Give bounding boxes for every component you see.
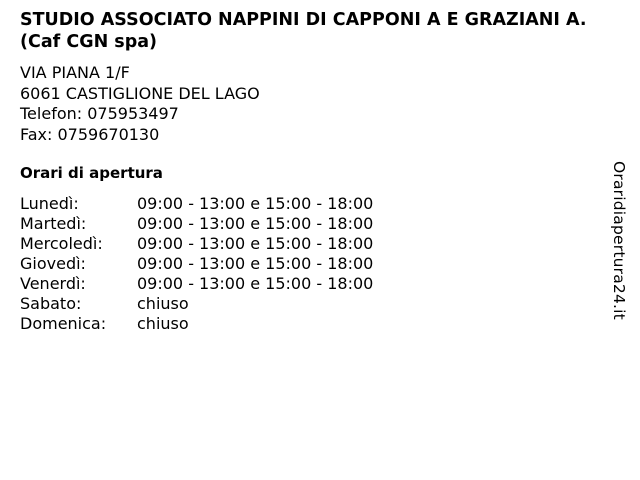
day-label: Giovedì: bbox=[20, 254, 86, 273]
time-value: 09:00 - 13:00 e 15:00 - 18:00 bbox=[137, 194, 374, 213]
time-value: 09:00 - 13:00 e 15:00 - 18:00 bbox=[137, 254, 374, 273]
street-address: VIA PIANA 1/F bbox=[20, 63, 130, 82]
time-value: chiuso bbox=[137, 314, 189, 333]
opening-hours-title: Orari di apertura bbox=[20, 164, 163, 182]
day-label: Venerdì: bbox=[20, 274, 86, 293]
hours-row-sunday bbox=[20, 314, 440, 334]
hours-row-saturday bbox=[20, 294, 440, 314]
hours-row-friday bbox=[20, 274, 440, 294]
phone-number: Telefon: 075953497 bbox=[20, 104, 179, 123]
watermark-text: Oraridiapertura24.it bbox=[610, 160, 628, 320]
site-watermark bbox=[602, 0, 636, 480]
day-label: Sabato: bbox=[20, 294, 82, 313]
fax-number: Fax: 0759670130 bbox=[20, 124, 160, 144]
day-label: Martedì: bbox=[20, 214, 87, 233]
hours-row-tuesday bbox=[20, 214, 440, 234]
hours-row-thursday bbox=[20, 254, 440, 274]
opening-hours-table bbox=[20, 194, 440, 334]
time-value: 09:00 - 13:00 e 15:00 - 18:00 bbox=[137, 234, 374, 253]
day-label: Mercoledì: bbox=[20, 234, 103, 253]
time-value: 09:00 - 13:00 e 15:00 - 18:00 bbox=[137, 214, 374, 233]
day-label: Lunedì: bbox=[20, 194, 79, 213]
hours-row-wednesday bbox=[20, 234, 440, 254]
hours-row-monday bbox=[20, 194, 440, 214]
business-name: STUDIO ASSOCIATO NAPPINI DI CAPPONI A E GRAZIANI A. (Caf CGN spa) bbox=[20, 10, 587, 52]
city-address: 6061 CASTIGLIONE DEL LAGO bbox=[20, 83, 260, 103]
time-value: chiuso bbox=[137, 294, 189, 313]
address-block bbox=[20, 63, 260, 145]
day-label: Domenica: bbox=[20, 314, 107, 333]
time-value: 09:00 - 13:00 e 15:00 - 18:00 bbox=[137, 274, 374, 293]
